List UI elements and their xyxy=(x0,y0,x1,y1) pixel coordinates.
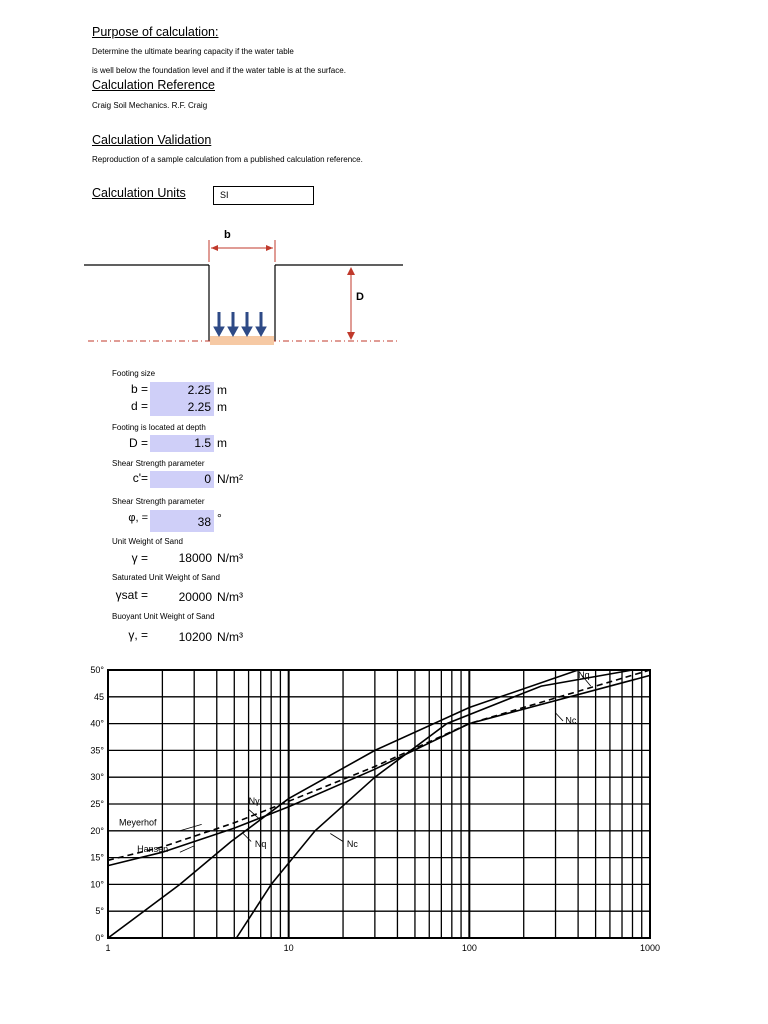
gamma-label: γ = xyxy=(131,551,148,565)
chart-annotation: Meyerhof xyxy=(118,817,157,828)
c-input[interactable]: 0 xyxy=(150,471,214,488)
y-tick-label: 0° xyxy=(95,933,104,943)
y-tick-label: 25° xyxy=(90,799,104,809)
annotation-leader xyxy=(180,846,194,852)
y-tick-label: 40° xyxy=(90,718,104,729)
chart-annotation: Nc xyxy=(565,715,577,726)
gamma-sat-unit: N/m³ xyxy=(217,590,243,604)
b-unit: m xyxy=(217,383,227,397)
bearing-capacity-chart xyxy=(76,660,676,960)
annotation-leader xyxy=(249,809,261,820)
annotation-leader xyxy=(243,833,251,841)
load-arrow-head-3 xyxy=(242,327,252,336)
gamma-sat-label: γsat = xyxy=(115,588,148,602)
chart-annotation: Nq xyxy=(578,670,590,681)
footing-diagram xyxy=(80,222,410,352)
x-tick-label: 100 xyxy=(461,943,477,953)
purpose-heading: Purpose of calculation: xyxy=(92,25,219,39)
buoyant-weight-label: Buoyant Unit Weight of Sand xyxy=(112,612,215,621)
chart-annotation: Nc xyxy=(346,838,358,849)
D-unit: m xyxy=(217,436,227,450)
annotation-leader xyxy=(180,824,202,830)
d-unit: m xyxy=(217,400,227,414)
gamma-unit: N/m³ xyxy=(217,551,243,565)
validation-heading: Calculation Validation xyxy=(92,133,212,147)
y-tick-label: 10° xyxy=(90,879,104,890)
depth-label: Footing is located at depth xyxy=(112,423,206,432)
b-label: b = xyxy=(130,382,148,396)
annotation-leader xyxy=(556,713,563,721)
b-input[interactable]: 2.25 xyxy=(150,382,214,399)
annotation-leader xyxy=(330,833,343,841)
y-tick-label: 35° xyxy=(90,745,104,756)
dim-b-arrow-right xyxy=(266,245,273,251)
shear-strength-label-2: Shear Strength parameter xyxy=(112,497,205,506)
load-arrow-head-4 xyxy=(256,327,266,336)
gamma-b-label: γ, = xyxy=(128,628,148,642)
x-tick-label: 1000 xyxy=(639,943,661,953)
load-arrows xyxy=(214,312,266,336)
c-label: c'= xyxy=(132,471,148,485)
chart-annotation: Nq xyxy=(254,838,267,849)
load-arrow-head-1 xyxy=(214,327,224,336)
footing-block xyxy=(210,336,274,345)
curve-n-meyerhof xyxy=(108,670,650,860)
D-input[interactable]: 1.5 xyxy=(150,435,214,452)
gamma-b-value: 10200 xyxy=(178,630,212,644)
units-field[interactable]: SI xyxy=(213,186,314,205)
d-label: d = xyxy=(130,399,148,413)
phi-label: φ, = xyxy=(128,512,148,524)
c-unit: N/m² xyxy=(217,472,243,486)
phi-unit: ° xyxy=(217,511,222,525)
validation-text: Reproduction of a sample calculation from a published calculation reference. xyxy=(92,155,363,164)
y-tick-label: 50° xyxy=(90,665,104,675)
x-tick-label: 1 xyxy=(105,943,111,953)
dim-d-label: D xyxy=(356,291,364,303)
phi-input[interactable]: 38 xyxy=(150,510,214,532)
unit-weight-label: Unit Weight of Sand xyxy=(112,537,184,546)
dim-b-label: b xyxy=(224,229,231,241)
reference-text: Craig Soil Mechanics. R.F. Craig xyxy=(92,101,208,110)
gamma-value: 18000 xyxy=(178,551,212,565)
chart-annotation: Hansen xyxy=(137,844,169,855)
y-tick-label: 15° xyxy=(90,852,104,863)
dim-b-arrow-left xyxy=(211,245,218,251)
gamma-b-unit: N/m³ xyxy=(217,630,243,644)
x-tick-label: 10 xyxy=(283,943,294,953)
gamma-sat-value: 20000 xyxy=(178,590,212,604)
d-input[interactable]: 2.25 xyxy=(150,399,214,416)
y-tick-label: 20° xyxy=(90,825,104,836)
y-tick-label: 30° xyxy=(90,772,104,783)
chart-annotation: Nγ xyxy=(248,796,260,806)
dim-d-arrow-top xyxy=(347,267,355,275)
shear-strength-label-1: Shear Strength parameter xyxy=(112,459,205,468)
load-arrow-head-2 xyxy=(228,327,238,336)
y-tick-label: 5° xyxy=(95,906,104,917)
purpose-line-2: is well below the foundation level and if the water table is at the surface. xyxy=(92,66,346,75)
saturated-weight-label: Saturated Unit Weight of Sand xyxy=(112,573,220,582)
chart-grid xyxy=(108,670,650,938)
footing-size-label: Footing size xyxy=(112,369,156,378)
reference-heading: Calculation Reference xyxy=(92,78,215,92)
dim-d-arrow-bottom xyxy=(347,332,355,340)
D-label: D = xyxy=(128,436,148,450)
y-tick-label: 45 xyxy=(93,691,104,702)
purpose-line-1: Determine the ultimate bearing capacity if the water table xyxy=(92,47,294,56)
units-heading: Calculation Units xyxy=(92,186,186,200)
